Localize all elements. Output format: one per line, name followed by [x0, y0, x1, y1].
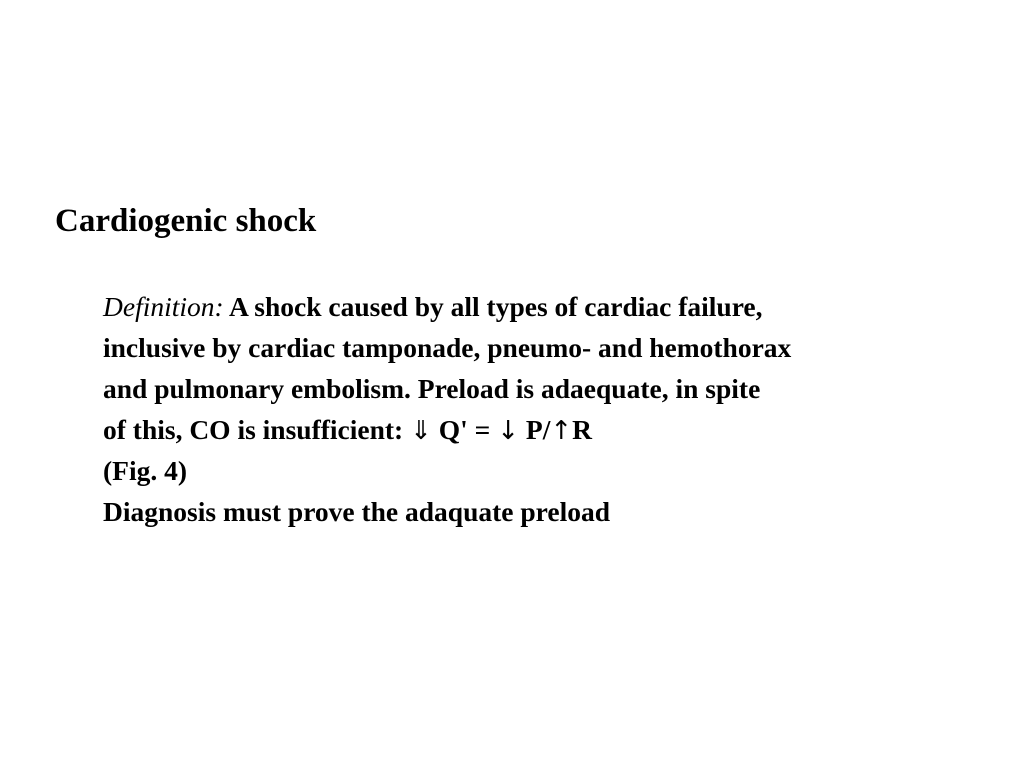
p-slash: P/ — [519, 414, 551, 445]
definition-line-1 — [103, 286, 791, 327]
definition-block — [103, 286, 791, 532]
q-prime-equals: Q' = — [431, 414, 498, 445]
double-down-arrow-icon: ⇓ — [410, 416, 432, 446]
definition-label: Definition: — [103, 291, 224, 322]
definition-line-4-text: of this, CO is insufficient: — [103, 414, 411, 445]
definition-line-4 — [103, 409, 791, 450]
diagnosis-line: Diagnosis must prove the adaquate preload — [103, 496, 611, 527]
definition-line-1-text: A shock caused by all types of cardiac failure, — [223, 291, 763, 322]
definition-line-3: and pulmonary embolism. Preload is adaequate, in spite — [103, 373, 761, 404]
slide-title: Cardiogenic shock — [55, 203, 317, 239]
r-symbol: R — [572, 414, 593, 445]
up-arrow-icon: ↑ — [550, 416, 573, 446]
definition-line-2: inclusive by cardiac tamponade, pneumo- and hemothorax — [103, 332, 792, 363]
figure-reference: (Fig. 4) — [103, 455, 188, 486]
down-arrow-icon: ↓ — [497, 416, 520, 446]
